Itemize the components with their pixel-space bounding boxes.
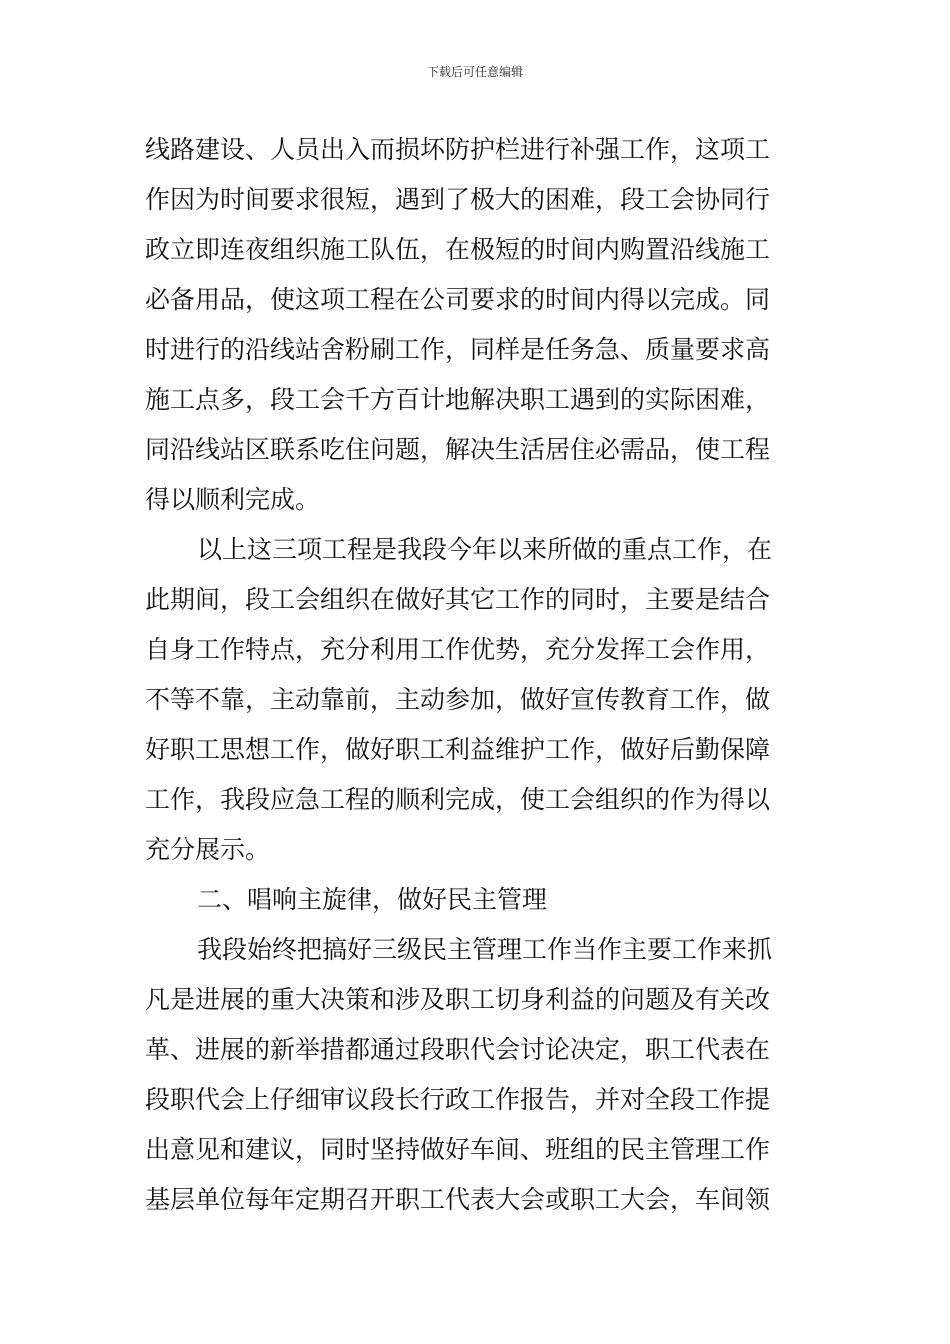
paragraph-start-line: 我段始终把搞好三级民主管理工作当作主要工作来抓 bbox=[197, 935, 773, 964]
text-line: 同沿线站区联系吃住问题，解决生活居住必需品，使工程 bbox=[145, 435, 771, 464]
text-line: 段职代会上仔细审议段长行政工作报告，并对全段工作提 bbox=[145, 1085, 771, 1114]
text-line: 得以顺利完成。 bbox=[145, 485, 321, 514]
text-line: 此期间，段工会组织在做好其它工作的同时，主要是结合 bbox=[145, 585, 771, 614]
header-caption: 下载后可任意编辑 bbox=[426, 65, 523, 79]
document-body bbox=[145, 125, 815, 1225]
text-line: 政立即连夜组织施工队伍，在极短的时间内购置沿线施工 bbox=[145, 235, 771, 264]
text-line: 作因为时间要求很短，遇到了极大的困难，段工会协同行 bbox=[145, 185, 771, 214]
text-line: 不等不靠，主动靠前，主动参加，做好宣传教育工作，做 bbox=[145, 685, 771, 714]
text-line: 出意见和建议，同时坚持做好车间、班组的民主管理工作 bbox=[145, 1135, 771, 1164]
text-line: 好职工思想工作，做好职工利益维护工作，做好后勤保障 bbox=[145, 735, 771, 764]
text-line: 基层单位每年定期召开职工代表大会或职工大会，车间领 bbox=[145, 1185, 771, 1214]
text-line: 时进行的沿线站舍粉刷工作，同样是任务急、质量要求高 bbox=[145, 335, 771, 364]
paragraph-start-line: 以上这三项工程是我段今年以来所做的重点工作，在 bbox=[197, 535, 773, 564]
text-line: 革、进展的新举措都通过段职代会讨论决定，职工代表在 bbox=[145, 1035, 771, 1064]
section-heading: 二、唱响主旋律，做好民主管理 bbox=[197, 885, 548, 914]
text-line: 施工点多，段工会千方百计地解决职工遇到的实际困难， bbox=[145, 385, 771, 414]
text-line: 必备用品，使这项工程在公司要求的时间内得以完成。同 bbox=[145, 285, 771, 314]
text-line: 充分展示。 bbox=[145, 835, 271, 864]
text-line: 线路建设、人员出入而损坏防护栏进行补强工作，这项工 bbox=[145, 135, 771, 164]
text-line: 凡是进展的重大决策和涉及职工切身利益的问题及有关改 bbox=[145, 985, 771, 1014]
page-header bbox=[0, 64, 950, 80]
text-line: 工作，我段应急工程的顺利完成，使工会组织的作为得以 bbox=[145, 785, 771, 814]
text-line: 自身工作特点，充分利用工作优势，充分发挥工会作用， bbox=[145, 635, 771, 664]
